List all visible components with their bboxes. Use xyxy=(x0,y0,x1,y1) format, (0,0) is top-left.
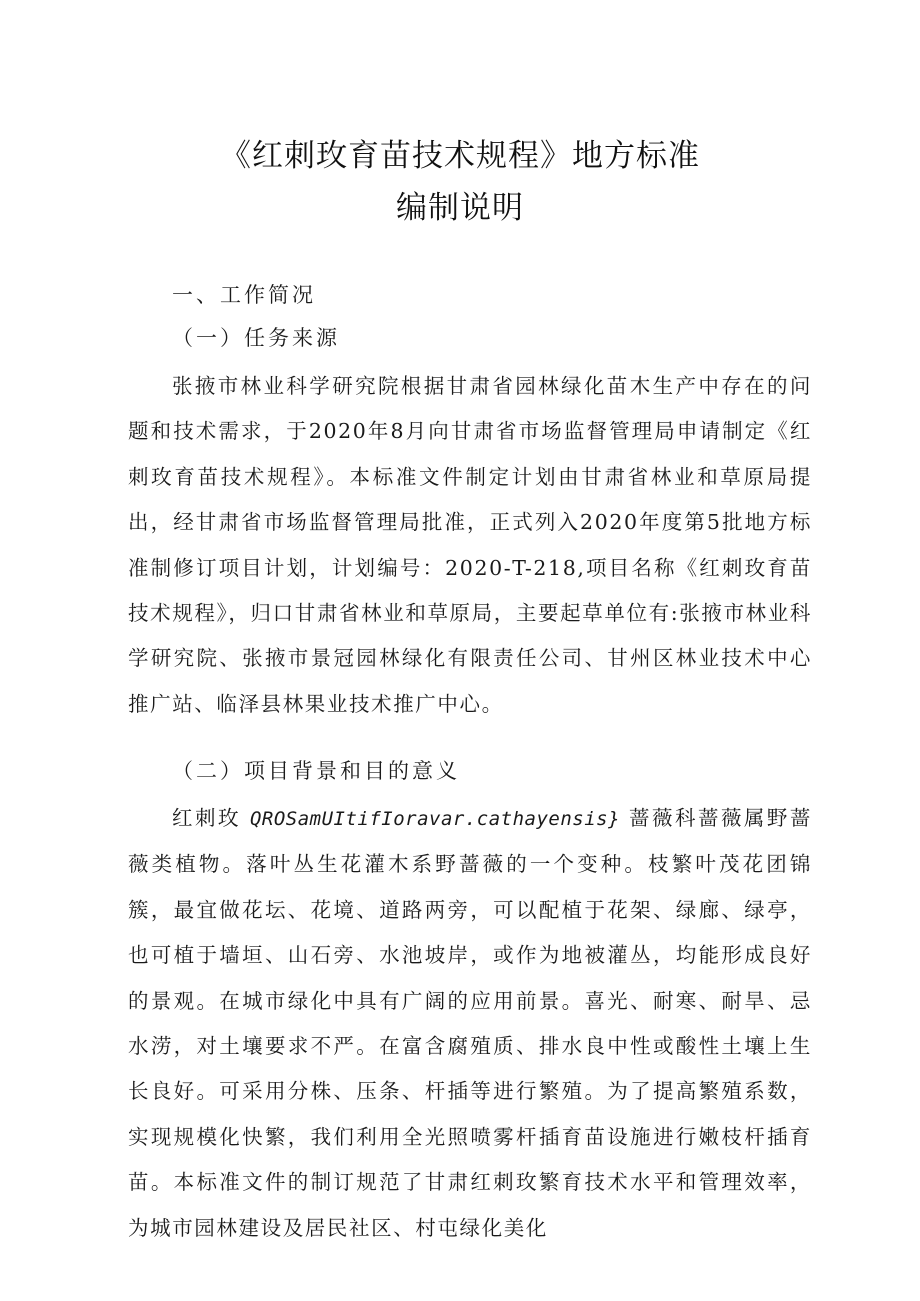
paragraph-background xyxy=(128,796,812,1251)
subsection-heading-task-source: （一）任务来源 xyxy=(172,326,340,350)
paragraph-background-rest: 蔷薇科蔷薇属野蔷薇类植物。落叶丛生花灌木系野蔷薇的一个变种。枝繁叶茂花团锦簇，最宜做花坛、花境、道路两旁，可以配植于花架、绿廊、绿亭，也可植于墙垣、山石旁、水池坡岸，或作为地被灌丛，均能形成良好的景观。在城市绿化中具有广阔的应用前景。喜光、耐寒、耐旱、忌水涝，对土壤要求不严。在富含腐殖质、排水良中性或酸性土壤上生长良好。可采用分株、压条、杆插等进行繁殖。为了提高繁殖系数，实现规模化快繁，我们利用全光照喷雾杆插育苗设施进行嫩枝杆插育苗。本标准文件的制订规范了甘肃红刺玫繁育技术水平和管理效率，为城市园林建设及居民社区、村屯绿化美化 xyxy=(128,806,812,1240)
subsection-heading-background: （二）项目背景和目的意义 xyxy=(172,759,460,783)
section-heading-work-overview: 一、工作简况 xyxy=(172,283,316,307)
document-title: 《红刺玫育苗技术规程》地方标准 xyxy=(220,138,700,174)
paragraph-task-source: 张掖市林业科学研究院根据甘肃省园林绿化苗木生产中存在的问题和技术需求，于2020年8月向甘肃省市场监督管理局申请制定《红刺玫育苗技术规程》。本标准文件制定计划由甘肃省林业和草原局提出，经甘肃省市场监督管理局批准，正式列入2020年度第5批地方标准制修订项目计划，计划编号：2020-T-218,项目名称《红刺玫育苗技术规程》，归口甘肃省林业和草原局，主要起草单位有:张掖市林业科学研究院、张掖市景冠园林绿化有限责任公司、甘州区林业技术中心推广站、临泽县林果业技术推广中心。 xyxy=(128,374,812,716)
latin-species-name: QROSamUItifIoravar.cathayensis} xyxy=(249,808,621,830)
paragraph-background-start: 红刺玫 xyxy=(172,806,241,830)
document-subtitle: 编制说明 xyxy=(396,190,524,226)
